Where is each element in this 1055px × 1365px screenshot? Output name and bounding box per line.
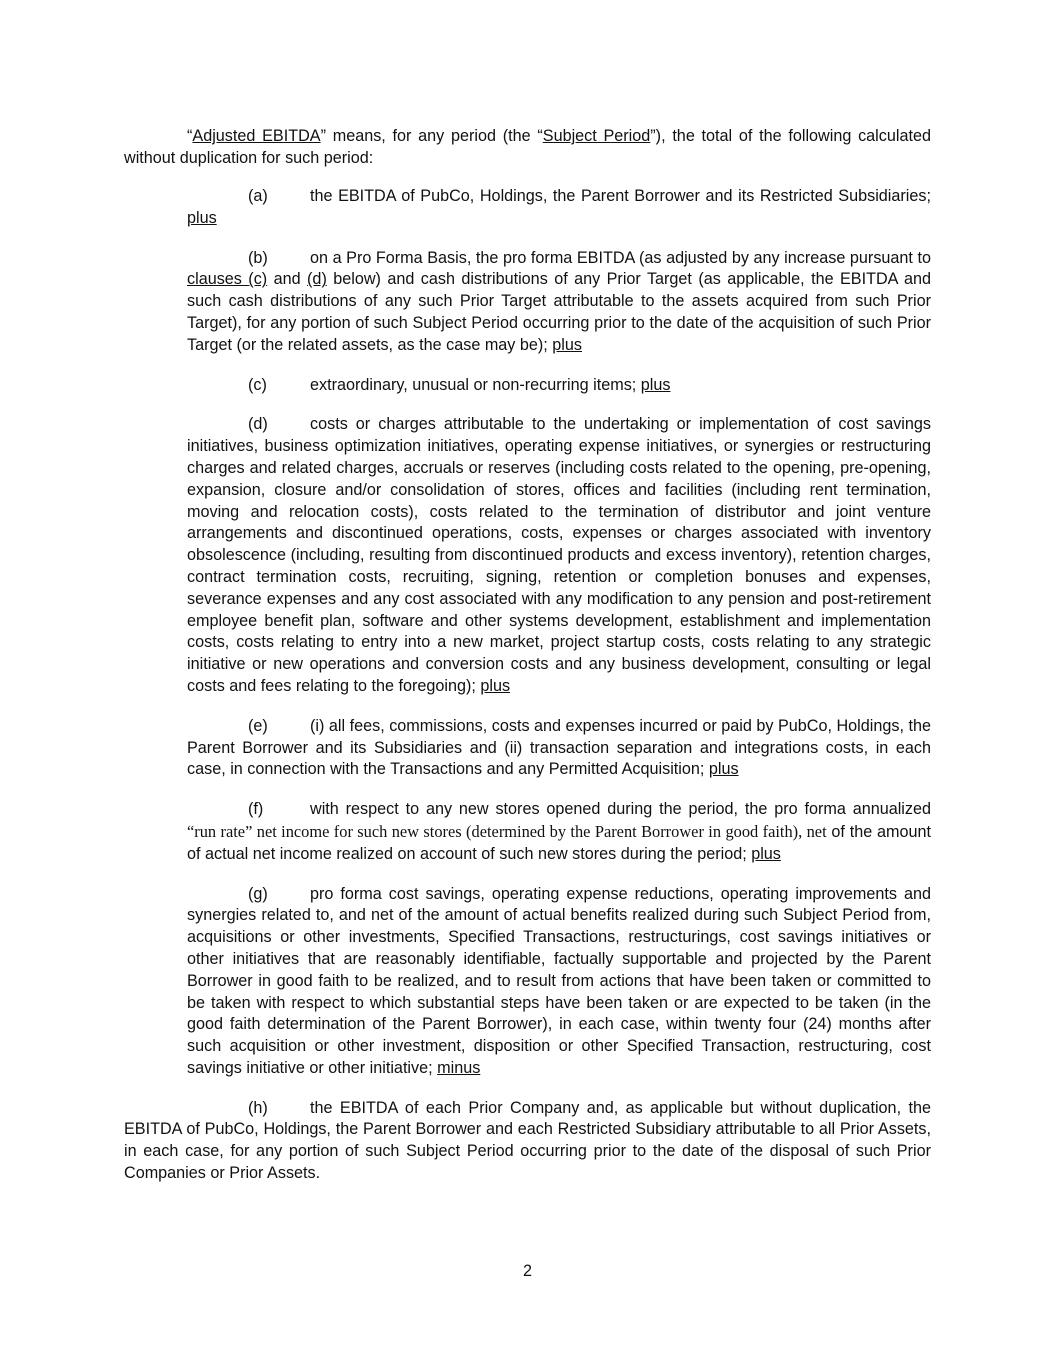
- item-d-conjunction: plus: [480, 676, 511, 695]
- item-b-text-1: on a Pro Forma Basis, the pro forma EBITDA (as adjusted by any increase pursuant to: [310, 248, 931, 267]
- item-e-text: (i) all fees, commissions, costs and expenses incurred or paid by PubCo, Holdings, the Parent Borrower and its Subsidiaries and (ii) transaction separation and integrations costs, in each case, in connection with the Transactions and any Permitted Acquisition;: [187, 716, 931, 779]
- intro-text-2: ”), the total of the following calculated without duplication for such period:: [124, 127, 931, 167]
- item-f-label: (f): [248, 800, 264, 819]
- item-g: [187, 884, 931, 1080]
- item-g-text: pro forma cost savings, operating expense reductions, operating improvements and synergies related to, and net of the amount of actual benefits realized during such Subject Period from, acquisitions or other investments, Specified Transactions, restructurings, cost savings initiatives or other initiatives that are reasonably identifiable, factually supportable and projected by the Parent Borrower in good faith to be realized, and to result from actions that have been taken or committed to be taken with respect to which substantial steps have been taken or are expected to be taken (in the good faith determination of the Parent Borrower), in each case, within twenty four (24) months after such acquisition or other investment, disposition or other Specified Transaction, restructuring, cost savings initiative or other initiative;: [187, 884, 931, 1077]
- item-h-label: (h): [248, 1098, 268, 1117]
- subject-period-term: Subject Period: [542, 127, 651, 145]
- item-e-label: (e): [248, 716, 268, 735]
- clause-d-reference: (d): [307, 270, 327, 289]
- item-g-label: (g): [248, 884, 268, 903]
- item-a: [187, 186, 931, 230]
- item-f: [187, 799, 931, 865]
- item-b-conjunction: plus: [552, 335, 582, 354]
- item-b-label: (b): [248, 248, 268, 267]
- item-e: [187, 716, 931, 781]
- item-e-conjunction: plus: [708, 760, 739, 779]
- item-d-text: costs or charges attributable to the undertaking or implementation of cost savings initiatives, business optimization initiatives, operating expense initiatives, or synergies or restructuring charges and related charges, accruals or reserves (including costs related to the opening, pre-opening, expansion, closure and/or consolidation of stores, offices and facilities (including rent termination, moving and relocation costs), costs related to the termination of distributor and joint venture arrangements and discontinued operations, costs, expenses or charges associated with inventory obsolescence (including, resulting from discontinued products and excess inventory), retention charges, contract termination costs, recruiting, signing, retention or completion bonuses and expenses, severance expenses and any cost associated with any modification to any pension and post-retirement employee benefit plan, software and other systems development, establishment and implementation costs, costs relating to entry into a new market, project startup costs, costs relating to any strategic initiative or new operations and conversion costs and any business development, consulting or legal costs and fees relating to the foregoing);: [187, 415, 931, 695]
- defined-term: Adjusted EBITDA: [192, 127, 321, 145]
- clause-c-reference: clauses (c): [187, 270, 268, 289]
- item-d: [187, 414, 931, 697]
- item-c-label: (c): [248, 375, 267, 394]
- item-f-text-1: with respect to any new stores opened during the period, the pro forma annualized: [310, 800, 931, 819]
- item-f-text-3: of the amount of actual net income realized on account of such new stores during the period;: [187, 822, 931, 863]
- definition-items: [124, 186, 931, 1203]
- item-b-text-2: and: [267, 270, 308, 289]
- item-f-text-2: “run rate” net income for such new stores (determined by the Parent Borrower in good faith), net: [187, 821, 827, 841]
- item-g-conjunction: minus: [437, 1058, 481, 1077]
- item-c: [187, 375, 931, 397]
- item-h-text: the EBITDA of each Prior Company and, as applicable but without duplication, the EBITDA of PubCo, Holdings, the Parent Borrower and each Restricted Subsidiary attributable to all Prior Assets, in each case, for any portion of such Subject Period occurring prior to the date of the disposal of such Prior Companies or Prior Assets.: [124, 1098, 931, 1183]
- item-f-conjunction: plus: [751, 844, 781, 863]
- item-b: [187, 248, 931, 357]
- item-c-text: extraordinary, unusual or non-recurring items;: [310, 375, 641, 394]
- item-d-label: (d): [248, 415, 268, 434]
- open-quote: “: [187, 127, 193, 145]
- item-a-label: (a): [248, 187, 268, 205]
- definition-intro-paragraph: [124, 125, 931, 169]
- item-c-conjunction: plus: [640, 375, 671, 394]
- item-a-conjunction: plus: [187, 208, 217, 227]
- page-number: 2: [522, 1262, 532, 1280]
- item-h: [124, 1098, 931, 1185]
- intro-text-1: ” means, for any period (the “: [320, 127, 543, 145]
- item-b-text-3: below) and cash distributions of any Prior Target (as applicable, the EBITDA and such cash distributions of any such Prior Target attributable to the assets acquired from such Prior Target), for any portion of such Subject Period occurring prior to the date of the acquisition of such Prior Target (or the related assets, as the case may be);: [187, 270, 931, 354]
- item-a-text: the EBITDA of PubCo, Holdings, the Parent Borrower and its Restricted Subsidiaries;: [310, 187, 931, 205]
